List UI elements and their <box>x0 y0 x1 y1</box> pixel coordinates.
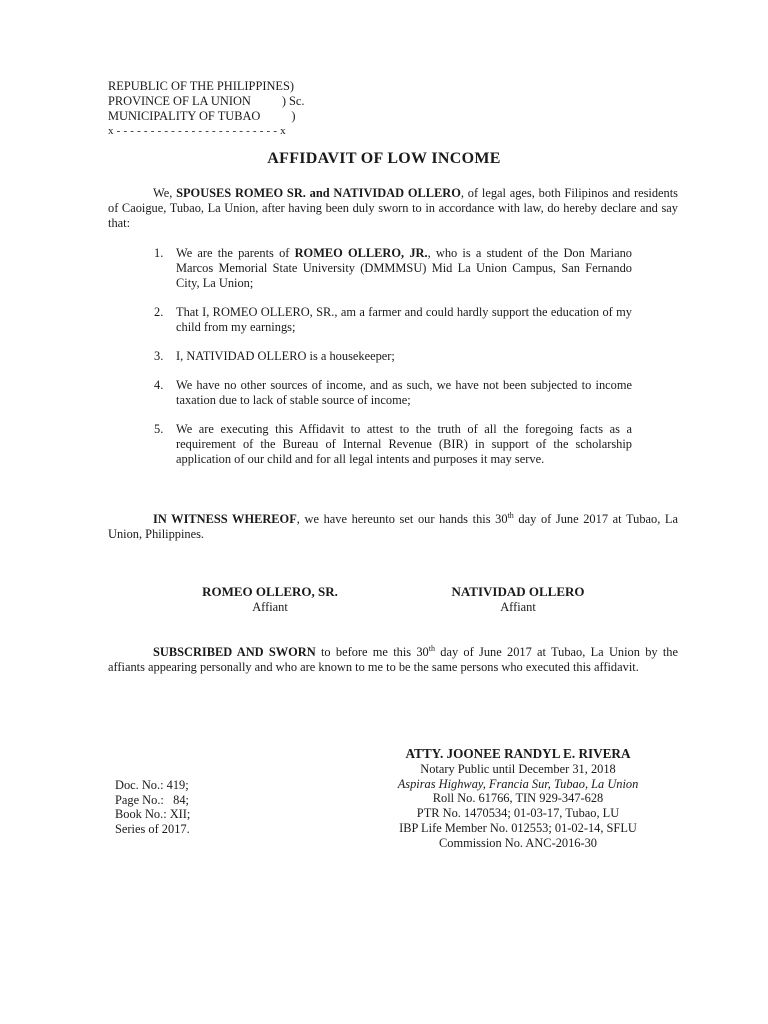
item-text-rest: , who is a student of the Don Mariano Marcos Memorial State University (DMMMSU) Mid La Union Campus, San Fernando City, La Union; <box>176 246 632 290</box>
jurat-paragraph <box>108 645 678 675</box>
declaration-list <box>150 246 632 481</box>
jurat-heading: SUBSCRIBED AND SWORN <box>153 645 316 659</box>
item-number: 3. <box>154 348 164 363</box>
list-item <box>150 305 632 335</box>
notary-ibp: IBP Life Member No. 012553; 01-02-14, SFLU <box>399 820 637 835</box>
intro-spouses: SPOUSES ROMEO SR. and NATIVIDAD OLLERO <box>176 186 461 200</box>
affiant-signature-block <box>418 585 618 615</box>
affiant-name: NATIVIDAD OLLERO <box>451 584 585 599</box>
notary-ptr: PTR No. 1470534; 01-03-17, Tubao, LU <box>416 806 620 821</box>
affiant-signature-block <box>170 585 370 615</box>
jurat-pre: to before me this 30 <box>315 645 429 659</box>
affiant-role: Affiant <box>500 599 536 614</box>
item-text: We are executing this Affidavit to attest to the truth of all the foregoing facts as a requirement of the Bureau of Internal Revenue (BIR) in support of the scholarship application of our child and for all legal intents and purposes it may serve. <box>176 421 632 466</box>
item-text: We are the parents of <box>176 246 295 260</box>
document-title: AFFIDAVIT OF LOW INCOME <box>267 150 501 167</box>
caption-divider: x - - - - - - - - - - - - - - - - - - - - - - - - x <box>108 125 286 137</box>
caption-province: PROVINCE OF LA UNION ) Sc. <box>108 94 305 108</box>
doc-info-block <box>115 778 190 837</box>
list-item <box>150 422 632 466</box>
series-year: Series of 2017. <box>115 822 190 837</box>
notary-roll: Roll No. 61766, TIN 929-347-628 <box>432 791 604 806</box>
intro-pre: We, <box>153 186 177 200</box>
affiant-role: Affiant <box>252 599 288 614</box>
notary-commission-until: Notary Public until December 31, 2018 <box>420 761 616 776</box>
notary-address: Aspiras Highway, Francia Sur, Tubao, La Union <box>397 776 639 791</box>
item-number: 5. <box>154 421 164 436</box>
witness-paragraph <box>108 512 678 542</box>
affiant-name: ROMEO OLLERO, SR. <box>202 584 338 599</box>
item-number: 4. <box>154 377 164 392</box>
notary-name: ATTY. JOONEE RANDYL E. RIVERA <box>405 746 631 761</box>
intro-paragraph <box>108 186 678 230</box>
list-item <box>150 349 632 364</box>
witness-pre: , we have hereunto set our hands this 30 <box>296 512 508 526</box>
item-number: 2. <box>154 304 164 319</box>
item-bold: ROMEO OLLERO, JR. <box>294 246 428 260</box>
witness-post: day of June 2017 at Tubao, La Union, Philippines. <box>108 512 679 541</box>
caption-municipality: MUNICIPALITY OF TUBAO ) <box>108 109 296 123</box>
item-text: I, NATIVIDAD OLLERO is a housekeeper; <box>176 348 395 363</box>
jurat-post: day of June 2017 at Tubao, La Union by the affiants appearing personally and who are known to me to be the same persons who executed this affidavit. <box>108 645 678 674</box>
notary-commission-no: Commission No. ANC-2016-30 <box>439 835 597 850</box>
item-text: We have no other sources of income, and as such, we have not been subjected to income taxation due to lack of stable source of income; <box>176 377 632 407</box>
intro-post: , of legal ages, both Filipinos and residents of Caoigue, Tubao, La Union, after having been duly sworn to in accordance with law, do hereby declare and say that: <box>108 186 678 230</box>
notary-block <box>368 747 668 851</box>
page-number: Page No.: 84; <box>115 792 189 807</box>
list-item <box>150 378 632 408</box>
witness-sup: th <box>507 510 514 520</box>
book-number: Book No.: XII; <box>115 807 191 822</box>
caption-republic: REPUBLIC OF THE PHILIPPINES) <box>108 79 294 93</box>
item-number: 1. <box>154 246 164 260</box>
doc-number: Doc. No.: 419; <box>115 778 189 792</box>
witness-heading: IN WITNESS WHEREOF <box>153 512 297 526</box>
jurat-sup: th <box>428 643 435 653</box>
list-item <box>150 246 632 290</box>
item-text: That I, ROMEO OLLERO, SR., am a farmer and could hardly support the education of my child from my earnings; <box>176 304 632 334</box>
